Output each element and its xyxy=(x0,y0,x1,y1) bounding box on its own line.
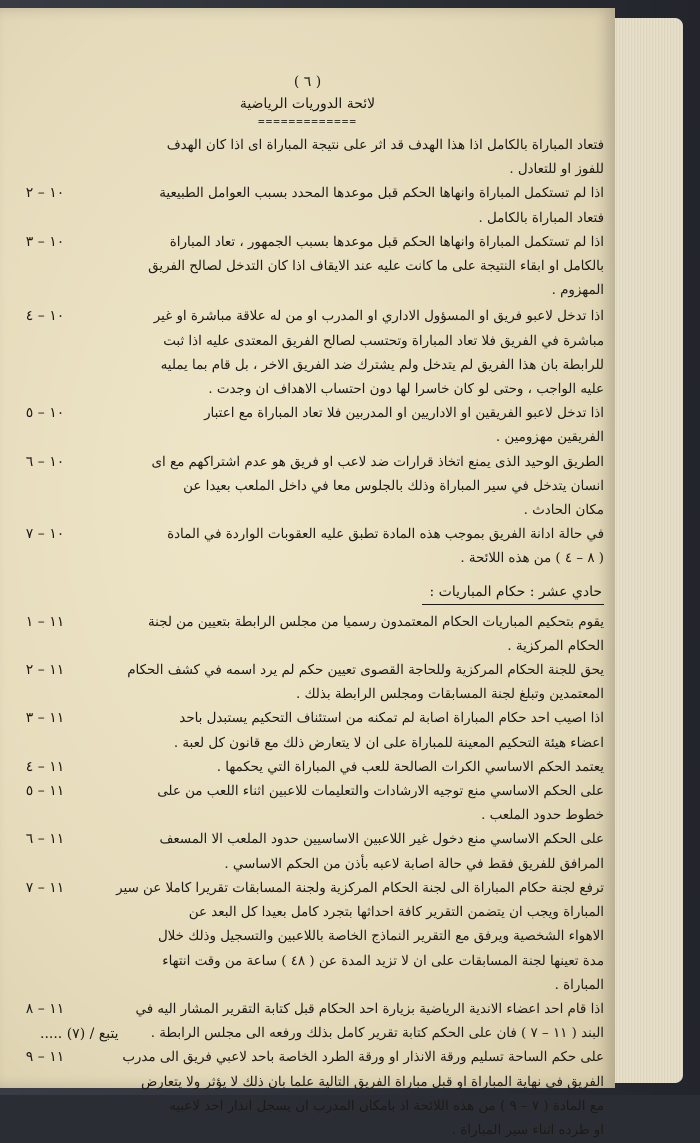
clause-text: اذا قام احد اعضاء الاندية الرياضية بزيارة احد الحكام قبل كتابة التقرير المشار اليه في البند ( ١١ – ٧ ) فان على الحكم كتابة تقرير كامل بذلك ورفعه الى مجلس الرابطة . xyxy=(135,1001,604,1042)
clause-text: يقوم بتحكيم المباريات الحكام المعتمدون رسميا من مجلس الرابطة بتعيين من لجنة الحكام المركزية . xyxy=(147,614,604,654)
clause-number: ١١ – ٧ xyxy=(25,879,65,896)
clause-10-4 xyxy=(14,305,604,402)
clause-text: ترفع لجنة حكام المباراة الى لجنة الحكام المركزية ولجنة المسابقات تقريرا كاملا عن سير المباراة ويجب ان يتضمن التقرير كافة احداثها بتجرد كامل بعيدا كل البعد عن الاهواء الشخصية ويرفق مع التقرير النماذج الخاصة باللاعبين والتسجيل وذلك خلال مدة تعينها لجنة المسابقات على ان لا تزيد المدة عن ( ٤٨ ) ساعة من وقت انتهاء المباراة . xyxy=(116,880,604,993)
clause-text: اذا تدخل لاعبو الفريقين او الاداريين او المدربين فلا تعاد المباراة مع اعتبار الفريقين مهزومين . xyxy=(204,406,604,446)
clause-number: ١٠ – ٢ xyxy=(25,185,65,202)
clause-10-5 xyxy=(14,402,604,450)
clause-text: على الحكم الاساسي منع دخول غير اللاعبين الاساسيين حدود الملعب الا المسعف المرافق للفريق فقط في حالة اصابة لاعبه بأذن من الحكم الاساسي . xyxy=(159,832,604,872)
clause-number: ١٠ – ٧ xyxy=(25,526,65,543)
clause-11-1 xyxy=(14,611,604,659)
clause-number: ١٠ – ٤ xyxy=(25,308,65,325)
clause-10-3 xyxy=(14,231,604,304)
clause-number: ١١ – ٩ xyxy=(25,1049,65,1066)
clause-11-6 xyxy=(14,828,604,876)
clause-number: ١١ – ٤ xyxy=(25,758,65,775)
clause-10-2 xyxy=(14,182,604,230)
document-page xyxy=(0,8,615,1138)
clause-11-7 xyxy=(14,877,604,998)
intro-paragraph xyxy=(14,134,604,182)
clause-11-4 xyxy=(14,756,604,780)
section-heading: حادي عشر : حكام المباريات : xyxy=(422,580,604,605)
clause-number: ١١ – ٦ xyxy=(25,831,65,848)
clause-11-3 xyxy=(14,707,604,755)
clause-number: ١١ – ٥ xyxy=(25,783,65,800)
clause-number: ١٠ – ٥ xyxy=(25,405,65,422)
document-body xyxy=(14,134,604,1143)
clause-text: الطريق الوحيد الذى يمنع اتخاذ قرارات ضد لاعب او فريق هو عدم اشتراكهم مع اى انسان يتدخل في سير المباراة وذلك بالجلوس معا في داخل الملعب بعيدا عن مكان الحادث . xyxy=(151,454,604,519)
clause-number: ١٠ – ٣ xyxy=(25,233,65,250)
clause-text: يعتمد الحكم الاساسي الكرات الصالحة للعب في المباراة التي يحكمها . xyxy=(216,759,604,775)
clause-text: اذا تدخل لاعبو فريق او المسؤول الاداري او المدرب او من له علاقة مباشرة او غير مباشرة في الفريق فلا تعاد المباراة وتحتسب لصالح الفريق المعتدى عليه اذا ثبت للرابطة بان هذا الفريق لم يتدخل ولم يشترك ضد الفريق الاخر ، بل قام بما يمليه عليه الواجب ، وحتى لو كان خاسرا لها دون احتساب الاهداف ان وجدت . xyxy=(153,309,604,398)
clause-text: على الحكم الاساسي منع توجيه الارشادات والتعليمات للاعبين اثناء اللعب من على خطوط حدود الملعب . xyxy=(157,784,604,824)
clause-text: على حكم الساحة تسليم ورقة الانذار او ورقة الطرد الخاصة باحد لاعبي فريق الى مدرب الفريق في نهاية المباراة او قبل مباراة الفريق التالية علما بان ذلك لا يؤثر ولا يتعارض مع المادة ( ٧ – ٩ ) من هذه اللائحة اذ بامكان المدرب ان يسجل انذار احد لاعبيه او طرده اثناء سير المباراة . xyxy=(122,1050,604,1138)
clause-11-5 xyxy=(14,780,604,828)
clause-number: ١١ – ٨ xyxy=(25,1000,65,1017)
intro-text: فتعاد المباراة بالكامل اذا هذا الهدف قد اثر على نتيجة المباراة اى اذا كان الهدف للفوز او للتعادل . xyxy=(166,138,604,178)
clause-10-7 xyxy=(14,523,604,571)
page-title: لائحة الدوريات الرياضية xyxy=(239,96,376,112)
clause-text: اذا لم تستكمل المباراة وانهاها الحكم قبل موعدها بسبب الجمهور ، تعاد المباراة بالكامل او ابقاء النتيجة على ما كانت عليه عند الايقاف اذا كان التدخل لصالح الفريق المهزوم . xyxy=(148,234,604,299)
page-number: ( ٦ ) xyxy=(293,74,322,90)
continuation-note: يتبع / (٧) ..... xyxy=(40,1026,119,1042)
clause-11-2 xyxy=(14,659,604,707)
page-edges xyxy=(603,18,683,1083)
clause-number: ١١ – ٣ xyxy=(25,710,65,727)
clause-number: ١١ – ٢ xyxy=(25,662,65,679)
clause-text: في حالة ادانة الفريق بموجب هذه المادة تطبق عليه العقوبات الواردة في المادة ( ٨ – ٤ ) من هذه اللائحة . xyxy=(167,527,604,567)
clause-number: ١٠ – ٦ xyxy=(25,453,65,470)
clause-text: يحق للجنة الحكام المركزية وللحاجة القصوى تعيين حكم لم يرد اسمه في كشف الحكام المعتمدين وتبلغ لجنة المسابقات ومجلس الرابطة بذلك . xyxy=(127,663,604,703)
clause-text: اذا لم تستكمل المباراة وانهاها الحكم قبل موعدها المحدد بسبب العوامل الطبيعية فتعاد المباراة بالكامل . xyxy=(159,186,604,226)
clause-text: اذا اصيب احد حكام المباراة اصابة لم تمكنه من استئناف التحكيم يستبدل باحد اعضاء هيئة التحكيم المعينة للمباراة على ان لا يتعارض ذلك مع قانون كل لعبة . xyxy=(173,711,604,751)
clause-10-6 xyxy=(14,451,604,524)
title-underline: ============= xyxy=(257,115,358,128)
clause-number: ١١ – ١ xyxy=(25,613,65,630)
